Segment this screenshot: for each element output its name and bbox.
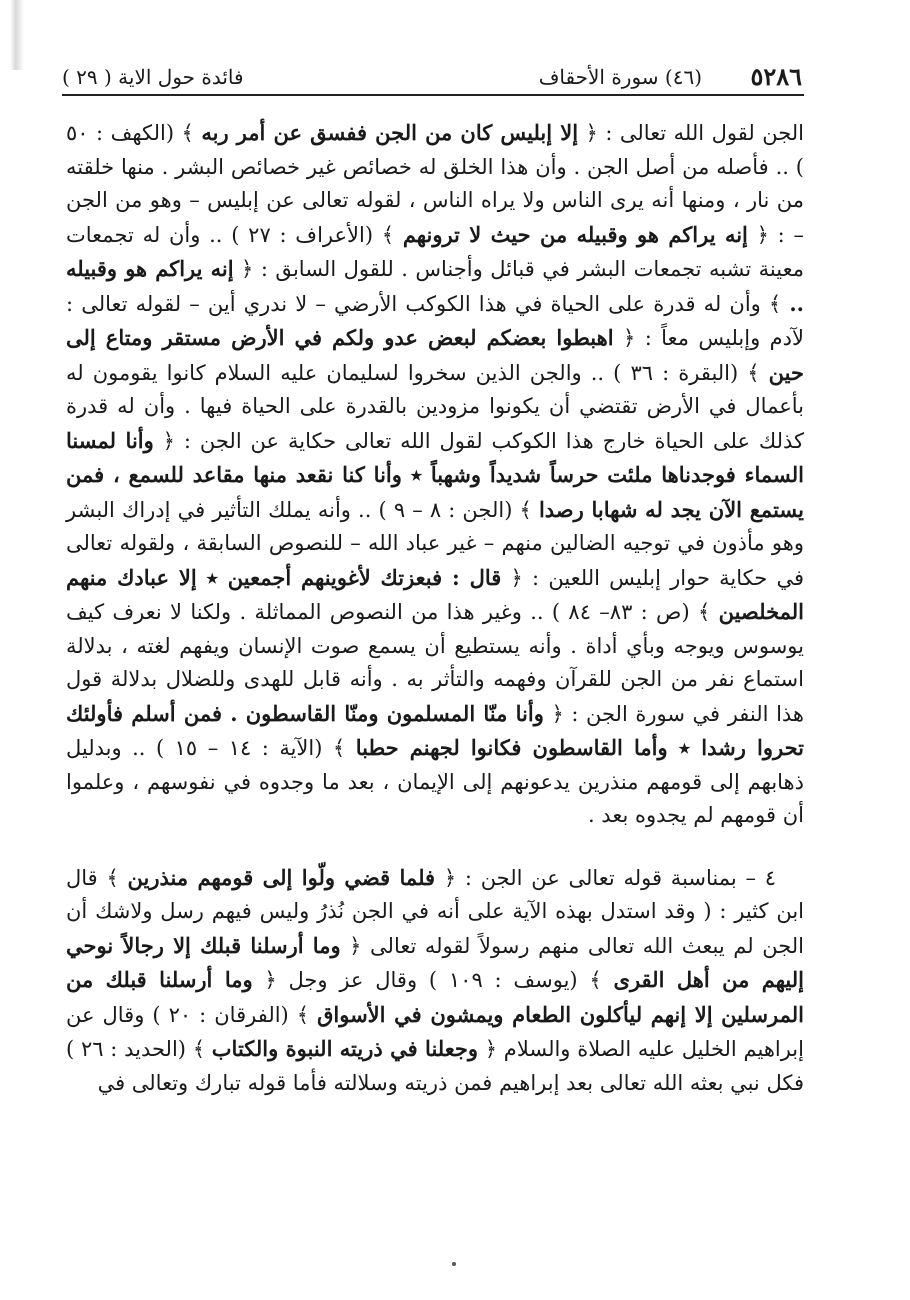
text-run: ﴾ (البقرة : ٣٦ ) .. والجن الذين سخروا لسليمان عليه السلام كانوا يقومون له بأعمال في الأرض تقتضي أن يكونوا مزودين بالقدرة على الحياة فيها . وأن له قدرة كذلك على الحياة خارج هذا الكوكب لقول الله تعالى حكاية عن الجن : ﴿ bbox=[66, 360, 804, 453]
quran-quote: فلما قضي ولّوا إلى قومهم منذرين bbox=[127, 864, 436, 890]
body-paragraph-2 bbox=[66, 861, 804, 1101]
text-run: ﴾ (الفرقان : ٢٠ ) وقال عن إبراهيم الخليل عليه الصلاة والسلام ﴿ bbox=[66, 1002, 804, 1061]
quran-quote: وجعلنا في ذريته النبوة والكتاب bbox=[211, 1036, 478, 1061]
quran-quote: قال : فبعزتك لأغوينهم أجمعين ٭ إلا عبادك منهم المخلصين bbox=[66, 564, 804, 624]
page-number: ٥٢٨٦ bbox=[750, 62, 802, 91]
text-run: ٤ – بمناسبة قوله تعالى عن الجن : ﴿ bbox=[435, 865, 777, 890]
text-run: ﴾ (الجن : ٨ – ٩ ) .. وأنه يملك التأثير في إدراك البشر وهو مأذون في توجيه الضالين منهم – غير عباد الله – للنصوص السابقة ، ولقوله تعالى في حكاية حوار إبليس اللعين : ﴿ bbox=[66, 497, 804, 590]
quran-quote: إنه يراكم هو وقبيله .. bbox=[66, 256, 804, 316]
page-header bbox=[62, 52, 802, 92]
text-run: ﴾ وأن له قدرة على الحياة في هذا الكوكب الأرضي – لا ندري أين – لقوله تعالى : لآدم وإبليس معاً : ﴿ bbox=[66, 291, 804, 350]
quran-quote: وأنا منّا المسلمون ومنّا القاسطون . فمن أسلم فأولئك تحروا رشدا ٭ وأما القاسطون فكانوا لجهنم حطبا bbox=[66, 700, 804, 760]
text-run: ﴾ (ص : ٨٣– ٨٤ ) .. وغير هذا من النصوص المماثلة . ولكنا لا نعرف كيف يوسوس ويوجه وبأي أداة . وأنه يستطيع أن يسمع صوت الإنسان ويفهم لغته ، بدلالة استماع نفر من الجن للقرآن وفهمه والتأثر به . وأنه قابل للهدى وللضلال بدلالة قول هذا النفر في سورة الجن : ﴿ bbox=[66, 600, 804, 726]
text-run: ﴾ قال ابن كثير : ( وقد استدل بهذه الآية على أنه في الجن نُذرُ وليس فيهم رسل ولاشك أن الجن لم يبعث الله تعالى منهم رسولاً لقوله تعالى ﴿ bbox=[66, 865, 804, 958]
text-run: ﴾ (الأعراف : ٢٧ ) .. وأن له تجمعات معينة تشبه تجمعات البشر في قبائل وأجناس . للقول السابق : ﴿ bbox=[66, 222, 804, 281]
text-run: ﴾ (الكهف : ٥٠ ) .. فأصله من أصل الجن . وأن هذا الخلق له خصائص غير خصائص البشر . منها خلقته من نار ، ومنها أنه يرى الناس ولا يراه الناس ، لقوله تعالى عن إبليس – وهو من الجن – : ﴿ bbox=[66, 121, 805, 247]
page-edge-mark bbox=[10, 0, 24, 70]
quran-quote: إنه يراكم هو وقبيله من حيث لا ترونهم bbox=[402, 221, 748, 247]
text-run: الجن لقول الله تعالى : ﴿ bbox=[578, 121, 804, 145]
quran-quote: إلا إبليس كان من الجن ففسق عن أمر ربه bbox=[201, 120, 579, 145]
text-run: ﴾ (الحديد : ٢٦ ) فكل نبي بعثه الله تعالى بعد إبراهيم فمن ذريته وسلالته فأما قوله تبارك وتعالى في bbox=[66, 1037, 804, 1095]
header-rule bbox=[62, 94, 804, 96]
page-body bbox=[66, 116, 804, 1100]
text-run: ﴾ (يوسف : ١٠٩ ) وقال عز وجل ﴿ bbox=[252, 968, 614, 992]
footer-dot bbox=[452, 1262, 456, 1266]
quran-quote: وما أرسلنا قبلك إلا رجالاً نوحي إليهم من أهل القرى bbox=[66, 932, 804, 992]
surah-title: (٤٦) سورة الأحقاف bbox=[538, 65, 702, 89]
text-run: ﴾ (الآية : ١٤ – ١٥ ) .. وبدليل ذهابهم إلى قومهم منذرين يدعونهم إلى الإيمان ، بعد ما وجدوه في نفوسهم ، وعلموا أن قومهم لم يجدوه بعد . bbox=[66, 736, 804, 827]
body-paragraph-1 bbox=[66, 116, 804, 833]
section-title: فائدة حول الاية ( ٢٩ ) bbox=[62, 65, 244, 89]
quran-quote: وأنا لمسنا السماء فوجدناها ملئت حرساً شديداً وشهباً ٭ وأنا كنا نقعد منها مقاعد للسمع ، فمن يستمع الآن يجد له شهابا رصدا bbox=[66, 427, 804, 522]
quran-quote: اهبطوا بعضكم لبعض عدو ولكم في الأرض مستقر ومتاع إلى حين bbox=[66, 325, 804, 385]
quran-quote: وما أرسلنا قبلك من المرسلين إلا إنهم ليأكلون الطعام ويمشون في الأسواق bbox=[66, 967, 805, 1027]
